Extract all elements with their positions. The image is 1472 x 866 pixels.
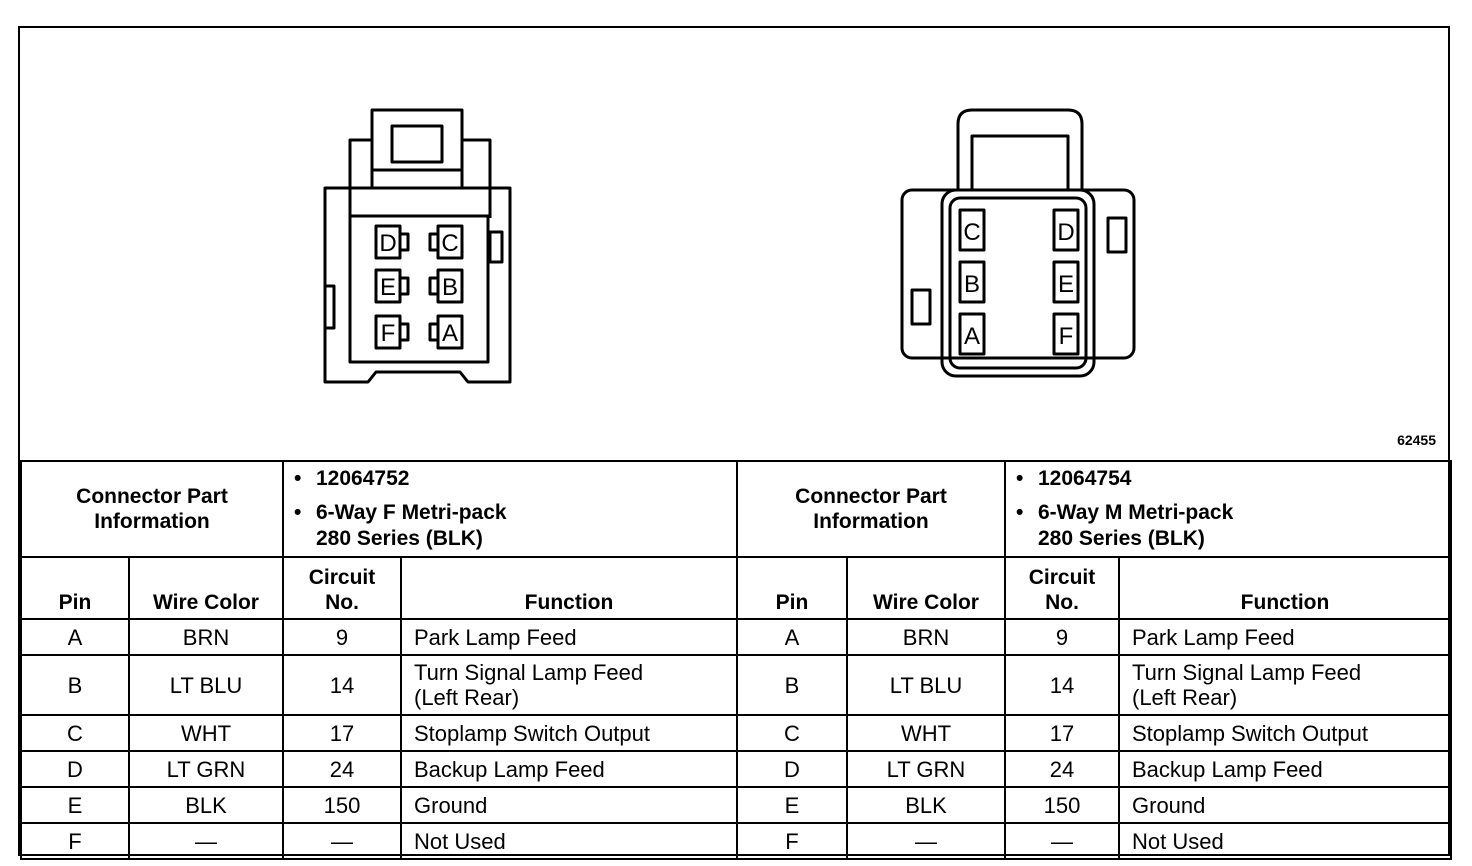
pin-label-f-female: F xyxy=(380,320,396,347)
pin-label-d-male: D xyxy=(1057,219,1075,246)
header-circuit-no xyxy=(283,557,401,619)
connector-info-value xyxy=(283,461,737,557)
table-row xyxy=(21,715,737,751)
connector-description: 6-Way M Metri-pack xyxy=(1038,501,1234,524)
wire-color-cell: LT BLU xyxy=(129,655,283,715)
header-row xyxy=(21,557,737,619)
pin-cell: A xyxy=(737,619,847,655)
header-function: Function xyxy=(1119,557,1451,619)
pin-cell: C xyxy=(21,715,129,751)
function-cell: Stoplamp Switch Output xyxy=(1119,715,1451,751)
wire-color-cell: LT GRN xyxy=(129,751,283,787)
table-row xyxy=(737,751,1451,787)
male-connector-drawing xyxy=(902,110,1134,376)
wire-color-cell: WHT xyxy=(847,715,1005,751)
connector-info-row xyxy=(21,461,737,557)
table-row xyxy=(21,655,737,715)
header-wire-color: Wire Color xyxy=(129,557,283,619)
header-pin: Pin xyxy=(21,557,129,619)
function-cell: Park Lamp Feed xyxy=(401,619,737,655)
wire-color-cell: BRN xyxy=(847,619,1005,655)
wire-color-cell: — xyxy=(129,823,283,859)
pin-label-d-female: D xyxy=(379,230,397,257)
function-line-2: (Left Rear) xyxy=(414,685,520,710)
bullet: • xyxy=(1016,467,1024,490)
pin-label-c-male: C xyxy=(963,219,981,246)
table-row xyxy=(737,715,1451,751)
function-cell xyxy=(1119,655,1451,715)
pin-cell: D xyxy=(21,751,129,787)
info-label-line-2: Information xyxy=(94,510,210,533)
part-number: 12064752 xyxy=(316,467,410,490)
info-label-line-1: Connector Part xyxy=(795,485,947,508)
pin-cell: E xyxy=(737,787,847,823)
circuit-cell: 9 xyxy=(1005,619,1119,655)
pin-label-e-male: E xyxy=(1057,271,1075,298)
function-cell: Park Lamp Feed xyxy=(1119,619,1451,655)
pin-label-e-female: E xyxy=(379,274,397,301)
table-row xyxy=(21,619,737,655)
wire-color-cell: LT BLU xyxy=(847,655,1005,715)
connector-series: 280 Series (BLK) xyxy=(1038,527,1205,550)
circuit-cell: 14 xyxy=(283,655,401,715)
table-row xyxy=(21,787,737,823)
pin-cell: A xyxy=(21,619,129,655)
function-line-1: Turn Signal Lamp Feed xyxy=(414,660,644,685)
connector-info-label xyxy=(21,461,283,557)
bullet: • xyxy=(294,501,302,524)
function-cell: Backup Lamp Feed xyxy=(401,751,737,787)
table-row xyxy=(737,823,1451,859)
connector-info-label xyxy=(737,461,1005,557)
connector-series: 280 Series (BLK) xyxy=(316,527,483,550)
function-cell: Not Used xyxy=(401,823,737,859)
female-connector-drawing xyxy=(325,110,510,382)
circuit-cell: 17 xyxy=(1005,715,1119,751)
pin-cell: D xyxy=(737,751,847,787)
wire-color-cell: BLK xyxy=(847,787,1005,823)
function-cell: Stoplamp Switch Output xyxy=(401,715,737,751)
connector-description: 6-Way F Metri-pack xyxy=(316,501,507,524)
pin-label-b-male: B xyxy=(963,271,981,298)
part-number: 12064754 xyxy=(1038,467,1132,490)
male-connector-table xyxy=(736,460,1452,860)
connector-info-value xyxy=(1005,461,1451,557)
circuit-cell: 150 xyxy=(1005,787,1119,823)
pin-cell: F xyxy=(737,823,847,859)
wire-color-cell: BRN xyxy=(129,619,283,655)
circuit-cell: — xyxy=(283,823,401,859)
header-circuit-line-1: Circuit xyxy=(1028,566,1096,589)
table-row xyxy=(737,619,1451,655)
wire-color-cell: WHT xyxy=(129,715,283,751)
pin-label-a-male: A xyxy=(963,323,981,350)
header-circuit-line-2: No. xyxy=(325,591,359,614)
header-function: Function xyxy=(401,557,737,619)
header-circuit-line-1: Circuit xyxy=(308,566,376,589)
pin-label-f-male: F xyxy=(1058,323,1074,350)
female-connector-table xyxy=(20,460,738,860)
diagram-sheet xyxy=(18,26,1450,856)
table-row xyxy=(21,823,737,859)
circuit-cell: 24 xyxy=(1005,751,1119,787)
pin-cell: C xyxy=(737,715,847,751)
figure-reference-number: 62455 xyxy=(1397,432,1436,448)
pin-cell: B xyxy=(737,655,847,715)
pin-cell: F xyxy=(21,823,129,859)
function-line-2: (Left Rear) xyxy=(1132,685,1238,710)
pin-label-c-female: C xyxy=(441,230,459,257)
header-row xyxy=(737,557,1451,619)
bullet: • xyxy=(1016,501,1024,524)
circuit-cell: — xyxy=(1005,823,1119,859)
header-pin: Pin xyxy=(737,557,847,619)
wire-color-cell: LT GRN xyxy=(847,751,1005,787)
pin-label-b-female: B xyxy=(441,274,459,301)
header-circuit-line-2: No. xyxy=(1045,591,1079,614)
circuit-cell: 17 xyxy=(283,715,401,751)
circuit-cell: 24 xyxy=(283,751,401,787)
info-label-line-2: Information xyxy=(813,510,929,533)
function-cell: Ground xyxy=(1119,787,1451,823)
pin-label-a-female: A xyxy=(441,320,459,347)
header-circuit-no xyxy=(1005,557,1119,619)
pin-cell: B xyxy=(21,655,129,715)
function-cell: Not Used xyxy=(1119,823,1451,859)
bullet: • xyxy=(294,467,302,490)
function-line-1: Turn Signal Lamp Feed xyxy=(1132,660,1362,685)
wire-color-cell: BLK xyxy=(129,787,283,823)
circuit-cell: 150 xyxy=(283,787,401,823)
pin-cell: E xyxy=(21,787,129,823)
info-label-line-1: Connector Part xyxy=(76,485,228,508)
wire-color-cell: — xyxy=(847,823,1005,859)
function-cell xyxy=(401,655,737,715)
connector-drawings xyxy=(20,28,1448,460)
header-wire-color: Wire Color xyxy=(847,557,1005,619)
connector-info-row xyxy=(737,461,1451,557)
circuit-cell: 14 xyxy=(1005,655,1119,715)
circuit-cell: 9 xyxy=(283,619,401,655)
table-row xyxy=(737,655,1451,715)
table-row xyxy=(737,787,1451,823)
function-cell: Ground xyxy=(401,787,737,823)
function-cell: Backup Lamp Feed xyxy=(1119,751,1451,787)
table-row xyxy=(21,751,737,787)
